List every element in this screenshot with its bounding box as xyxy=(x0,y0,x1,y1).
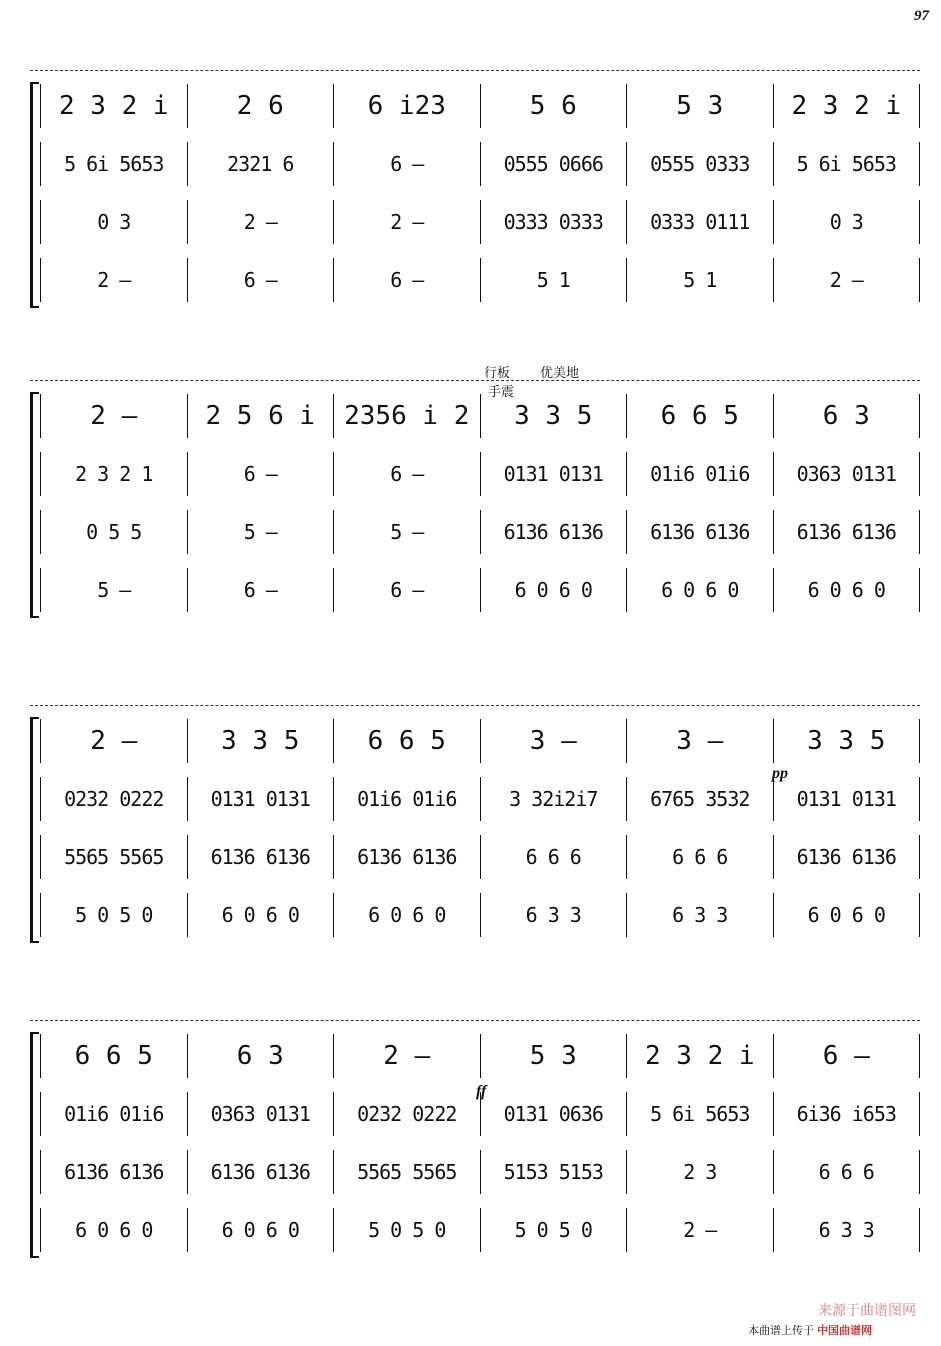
system-bracket xyxy=(30,717,39,943)
measure: 6i36 i653 xyxy=(773,1092,921,1136)
measure: 01i6 01i6 xyxy=(333,777,480,821)
measure: 6 i23 xyxy=(333,84,480,128)
measure: 0131 0131 xyxy=(187,777,334,821)
measure: 6 6 6 xyxy=(773,1150,921,1194)
measure: 0363 0131 xyxy=(187,1092,334,1136)
staff-row xyxy=(40,452,920,496)
staff-row xyxy=(40,200,920,244)
measure: 0333 0111 xyxy=(626,200,773,244)
dynamic-pp: pp xyxy=(772,765,788,782)
staff-row xyxy=(40,142,920,186)
measure: 6136 6136 xyxy=(773,835,921,879)
measure: 6 – xyxy=(333,452,480,496)
measure: 2 6 xyxy=(187,84,334,128)
measure: 6 0 6 0 xyxy=(773,568,921,612)
watermark: 来源于曲谱图网 xyxy=(818,1302,916,1318)
measure: 6136 6136 xyxy=(187,1150,334,1194)
measure: 6 – xyxy=(773,1034,921,1078)
score-system xyxy=(30,1020,920,1260)
measure: 5 3 xyxy=(626,84,773,128)
measure: 0131 0131 xyxy=(480,452,627,496)
measure: 2 – xyxy=(626,1208,773,1252)
dashed-line xyxy=(30,380,920,381)
measure: 2356 i 2 xyxy=(333,394,480,438)
footer xyxy=(748,1322,872,1338)
measure: 6 – xyxy=(187,568,334,612)
measure: 6 6 5 xyxy=(40,1034,187,1078)
measure: 6 0 6 0 xyxy=(773,893,921,937)
system-bracket xyxy=(30,1032,39,1258)
measure: 5 6i 5653 xyxy=(626,1092,773,1136)
measure: 2 3 2 i xyxy=(40,84,187,128)
measure: 6765 3532 xyxy=(626,777,773,821)
measure: 6 0 6 0 xyxy=(187,1208,334,1252)
measure: 3 – xyxy=(626,719,773,763)
tempo-expression: 优美地 xyxy=(540,366,580,381)
measure: 2321 6 xyxy=(187,142,334,186)
measure: 6 – xyxy=(333,568,480,612)
measure: 5565 5565 xyxy=(333,1150,480,1194)
staff-row xyxy=(40,1034,920,1078)
staff-row xyxy=(40,719,920,763)
staff-row xyxy=(40,84,920,128)
measure: 2 5 6 i xyxy=(187,394,334,438)
measure: 5 – xyxy=(333,510,480,554)
dashed-line xyxy=(30,70,920,71)
footer-left: 本曲谱上传于 xyxy=(748,1325,814,1337)
staff-row xyxy=(40,394,920,438)
measure: 2 – xyxy=(333,200,480,244)
measure: 5 0 5 0 xyxy=(40,893,187,937)
tempo-technique: 手震 xyxy=(488,385,515,400)
measure: 6136 6136 xyxy=(333,835,480,879)
measure: 2 – xyxy=(40,258,187,302)
measure: 6 – xyxy=(333,258,480,302)
measure: 5 0 5 0 xyxy=(333,1208,480,1252)
measure: 6 6 5 xyxy=(333,719,480,763)
measure: 5 1 xyxy=(480,258,627,302)
measure: 5 6 xyxy=(480,84,627,128)
measure: 0232 0222 xyxy=(333,1092,480,1136)
system-bracket xyxy=(30,82,39,308)
measure: 6 0 6 0 xyxy=(40,1208,187,1252)
measure: 0555 0333 xyxy=(626,142,773,186)
measure: 6 – xyxy=(333,142,480,186)
measure: 3 32i2i7 xyxy=(480,777,627,821)
measure: 5 6i 5653 xyxy=(773,142,921,186)
measure: 6 – xyxy=(187,452,334,496)
measure: 5153 5153 xyxy=(480,1150,627,1194)
measure: 01i6 01i6 xyxy=(626,452,773,496)
measure: 6136 6136 xyxy=(480,510,627,554)
measure: 2 3 2 i xyxy=(626,1034,773,1078)
measure: 6 3 xyxy=(187,1034,334,1078)
measure: 6 6 6 xyxy=(480,835,627,879)
measure: 0131 0131 xyxy=(773,777,921,821)
measure: 5565 5565 xyxy=(40,835,187,879)
system-bracket xyxy=(30,392,39,618)
measure: 3 3 5 xyxy=(773,719,921,763)
measure: 6136 6136 xyxy=(626,510,773,554)
dashed-line xyxy=(30,1020,920,1021)
measure: 0232 0222 xyxy=(40,777,187,821)
measure: 01i6 01i6 xyxy=(40,1092,187,1136)
footer-right: 中国曲谱网 xyxy=(817,1325,873,1337)
measure: 6136 6136 xyxy=(40,1150,187,1194)
measure: 2 – xyxy=(40,394,187,438)
measure: 2 3 2 1 xyxy=(40,452,187,496)
measure: 6 0 6 0 xyxy=(333,893,480,937)
measure: 6 3 3 xyxy=(626,893,773,937)
measure: 2 – xyxy=(773,258,921,302)
score-system xyxy=(30,70,920,310)
measure: 3 3 5 xyxy=(480,394,627,438)
measure: 6 3 3 xyxy=(773,1208,921,1252)
measure: 6 3 xyxy=(773,394,921,438)
measure: 0131 0636 xyxy=(480,1092,627,1136)
measure: 2 – xyxy=(40,719,187,763)
measure: 6 0 6 0 xyxy=(187,893,334,937)
measure: 2 3 xyxy=(626,1150,773,1194)
staff-row xyxy=(40,568,920,612)
tempo-speed: 行板 xyxy=(484,366,511,381)
measure: 5 6i 5653 xyxy=(40,142,187,186)
measure: 6 0 6 0 xyxy=(480,568,627,612)
staff-row xyxy=(40,510,920,554)
measure: 2 3 2 i xyxy=(773,84,921,128)
measure: 5 3 xyxy=(480,1034,627,1078)
measure: 6 0 6 0 xyxy=(626,568,773,612)
measure: 5 1 xyxy=(626,258,773,302)
measure: 0363 0131 xyxy=(773,452,921,496)
staff-row xyxy=(40,893,920,937)
dynamic-ff: ff xyxy=(476,1083,487,1100)
measure: 5 0 5 0 xyxy=(480,1208,627,1252)
measure: 0 3 xyxy=(773,200,921,244)
score-system xyxy=(30,380,920,620)
measure: 2 – xyxy=(187,200,334,244)
measure: 0333 0333 xyxy=(480,200,627,244)
page-number: 97 xyxy=(914,8,929,24)
staff-row xyxy=(40,1208,920,1252)
measure: 3 3 5 xyxy=(187,719,334,763)
measure: 6136 6136 xyxy=(187,835,334,879)
measure: 0555 0666 xyxy=(480,142,627,186)
measure: 5 – xyxy=(40,568,187,612)
measure: 6136 6136 xyxy=(773,510,921,554)
measure: 6 3 3 xyxy=(480,893,627,937)
measure: 6 – xyxy=(187,258,334,302)
measure: 3 – xyxy=(480,719,627,763)
measure: 6 6 6 xyxy=(626,835,773,879)
measure: 5 – xyxy=(187,510,334,554)
measure: 2 – xyxy=(333,1034,480,1078)
staff-row xyxy=(40,777,920,821)
staff-row xyxy=(40,835,920,879)
measure: 0 5 5 xyxy=(40,510,187,554)
staff-row xyxy=(40,1150,920,1194)
measure: 6 6 5 xyxy=(626,394,773,438)
score-system xyxy=(30,705,920,945)
measure: 0 3 xyxy=(40,200,187,244)
dashed-line xyxy=(30,705,920,706)
staff-row xyxy=(40,258,920,302)
